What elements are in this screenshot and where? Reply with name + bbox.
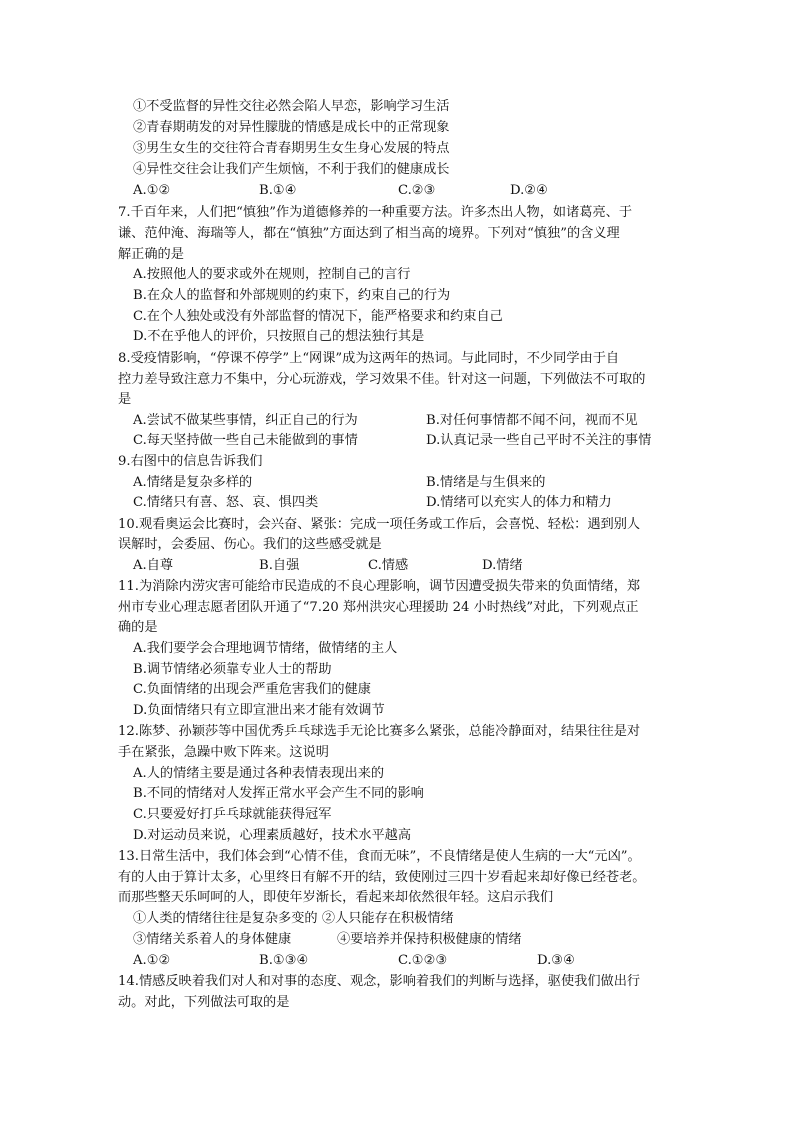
- q9-stem: 9.右图中的信息告诉我们: [118, 454, 263, 469]
- q10-option-a: A.自尊: [133, 558, 174, 573]
- q9-option-c: C.情绪只有喜、怒、哀、惧四类: [133, 495, 319, 510]
- q10-option-b: B.自强: [259, 558, 300, 573]
- q8-option-c: C.每天坚持做一些自己未能做到的事情: [133, 433, 358, 448]
- q8-option-b: B.对任何事情都不闻不问，视而不见: [426, 413, 638, 428]
- prev-statement: ①不受监督的异性交往必然会陷人早恋，影响学习生活: [133, 99, 450, 114]
- q7-option-c: C.在个人独处或没有外部监督的情况下，能严格要求和约束自己: [133, 309, 503, 324]
- q9-option-a: A.情绪是复杂多样的: [133, 475, 253, 490]
- prev-statement: ④异性交往会让我们产生烦恼，不利于我们的健康成长: [133, 162, 450, 177]
- option-c: C.②③: [398, 183, 436, 198]
- q12-option-c: C.只要爱好打乒乓球就能获得冠军: [133, 807, 332, 822]
- q10-stem: 10.观看奥运会比赛时，会兴奋、紧张：完成一项任务或工作后，会喜悦、轻松：遇到别人: [118, 517, 641, 532]
- q8-stem: 8.受疫情影响，“停课不停学”上“网课”成为这两年的热词。与此同时，不少同学由于自: [118, 351, 620, 366]
- q11-stem: 州市专业心理志愿者团队开通了“7.20 郑州洪灾心理援助 24 小时热线”对此，下列观点正: [118, 600, 639, 615]
- q10-option-d: D.情绪: [482, 558, 523, 573]
- q11-option-d: D.负面情绪只有立即宣泄出来才能有效调节: [133, 703, 385, 718]
- q14-stem: 动。对此，下列做法可取的是: [118, 995, 290, 1010]
- q8-stem: 控力差导致注意力不集中，分心玩游戏，学习效果不佳。针对这一问题，下列做法不可取的: [118, 372, 646, 387]
- q9-option-b: B.情绪是与生俱来的: [426, 475, 546, 490]
- q7-stem: 谦、范仲淹、海瑞等人，都在“慎独”方面达到了相当高的境界。下列对“慎独”的含义理: [118, 226, 620, 241]
- q9-options-row: [0, 493, 794, 513]
- prev-statement: ③男生女生的交往符合青春期男生女生身心发展的特点: [133, 141, 450, 156]
- q7-option-b: B.在众人的监督和外部规则的约束下，约束自己的行为: [133, 288, 451, 303]
- q12-option-b: B.不同的情绪对人发挥正常水平会产生不同的影响: [133, 786, 424, 801]
- q8-options-row: [0, 431, 794, 451]
- q10-options: [0, 556, 794, 576]
- q11-stem: 11.为消除内涝灾害可能给市民造成的不良心理影响，调节因遭受损失带来的负面情绪，郑: [118, 579, 641, 594]
- q12-stem: 手在紧张，急躁中败下阵来。这说明: [118, 745, 329, 760]
- q8-option-a: A.尝试不做某些事情，纠正自己的行为: [133, 413, 358, 428]
- q13-options: [0, 951, 794, 971]
- prev-options: [0, 181, 794, 201]
- q7-option-a: A.按照他人的要求或外在规则，控制自己的言行: [133, 267, 411, 282]
- q7-stem: 7.千百年来，人们把“慎独”作为道德修养的一种重要方法。许多杰出人物，如诸葛亮、于: [118, 205, 632, 220]
- q11-option-c: C.负面情绪的出现会严重危害我们的健康: [133, 682, 371, 697]
- q10-stem: 误解时，会委屈、伤心。我们的这些感受就是: [118, 537, 382, 552]
- q12-option-a: A.人的情绪主要是通过各种表情表现出来的: [133, 766, 385, 781]
- q13-statement-row: [0, 930, 794, 950]
- q8-options-row: [0, 411, 794, 431]
- q8-stem: 是: [118, 392, 132, 407]
- option-a: A.①②: [133, 183, 171, 198]
- option-b: B.①④: [259, 183, 297, 198]
- q7-option-d: D.不在乎他人的评价，只按照自己的想法独行其是: [133, 329, 425, 344]
- prev-statement: ②青春期萌发的对异性朦胧的情感是成长中的正常现象: [133, 120, 450, 135]
- q13-stem: 有的人由于算计太多，心里终日有解不开的结，致使刚过三四十岁看起来却好像已经苍老。: [118, 870, 646, 885]
- q13-option-c: C.①②③: [398, 953, 448, 968]
- q13-statement: ④要培养并保持积极健康的情绪: [337, 932, 522, 947]
- q7-stem: 解正确的是: [118, 247, 184, 262]
- q12-option-d: D.对运动员来说，心理素质越好，技术水平越高: [133, 828, 412, 843]
- q8-option-d: D.认真记录一些自己平时不关注的事情: [426, 433, 652, 448]
- q11-stem: 确的是: [118, 620, 158, 635]
- q9-options-row: [0, 473, 794, 493]
- q9-option-d: D.情绪可以充实人的体力和精力: [426, 495, 612, 510]
- q11-option-b: B.调节情绪必须靠专业人士的帮助: [133, 662, 332, 677]
- q13-option-a: A.①②: [133, 953, 171, 968]
- q14-stem: 14.情感反映着我们对人和对事的态度、观念，影响着我们的判断与选择，驱使我们做出行: [118, 974, 641, 989]
- q13-option-d: D.③④: [537, 953, 575, 968]
- q13-statement: ③情绪关系着人的身体健康: [133, 932, 292, 947]
- q13-statement: ①人类的情绪往往是复杂多变的 ②人只能存在积极情绪: [133, 911, 454, 926]
- q12-stem: 12.陈梦、孙颖莎等中国优秀乒乓球选手无论比赛多么紧张，总能冷静面对，结果往往是对: [118, 724, 641, 739]
- q13-stem: 而那些整天乐呵呵的人，即使年岁渐长，看起来却依然很年轻。这启示我们: [118, 890, 554, 905]
- q10-option-c: C.情感: [368, 558, 409, 573]
- q13-option-b: B.①③④: [259, 953, 309, 968]
- q13-stem: 13.日常生活中，我们体会到“心情不佳，食而无味”，不良情绪是使人生病的一大“元凶”。: [118, 849, 641, 864]
- q11-option-a: A.我们要学会合理地调节情绪，做情绪的主人: [133, 641, 398, 656]
- option-d: D.②④: [510, 183, 548, 198]
